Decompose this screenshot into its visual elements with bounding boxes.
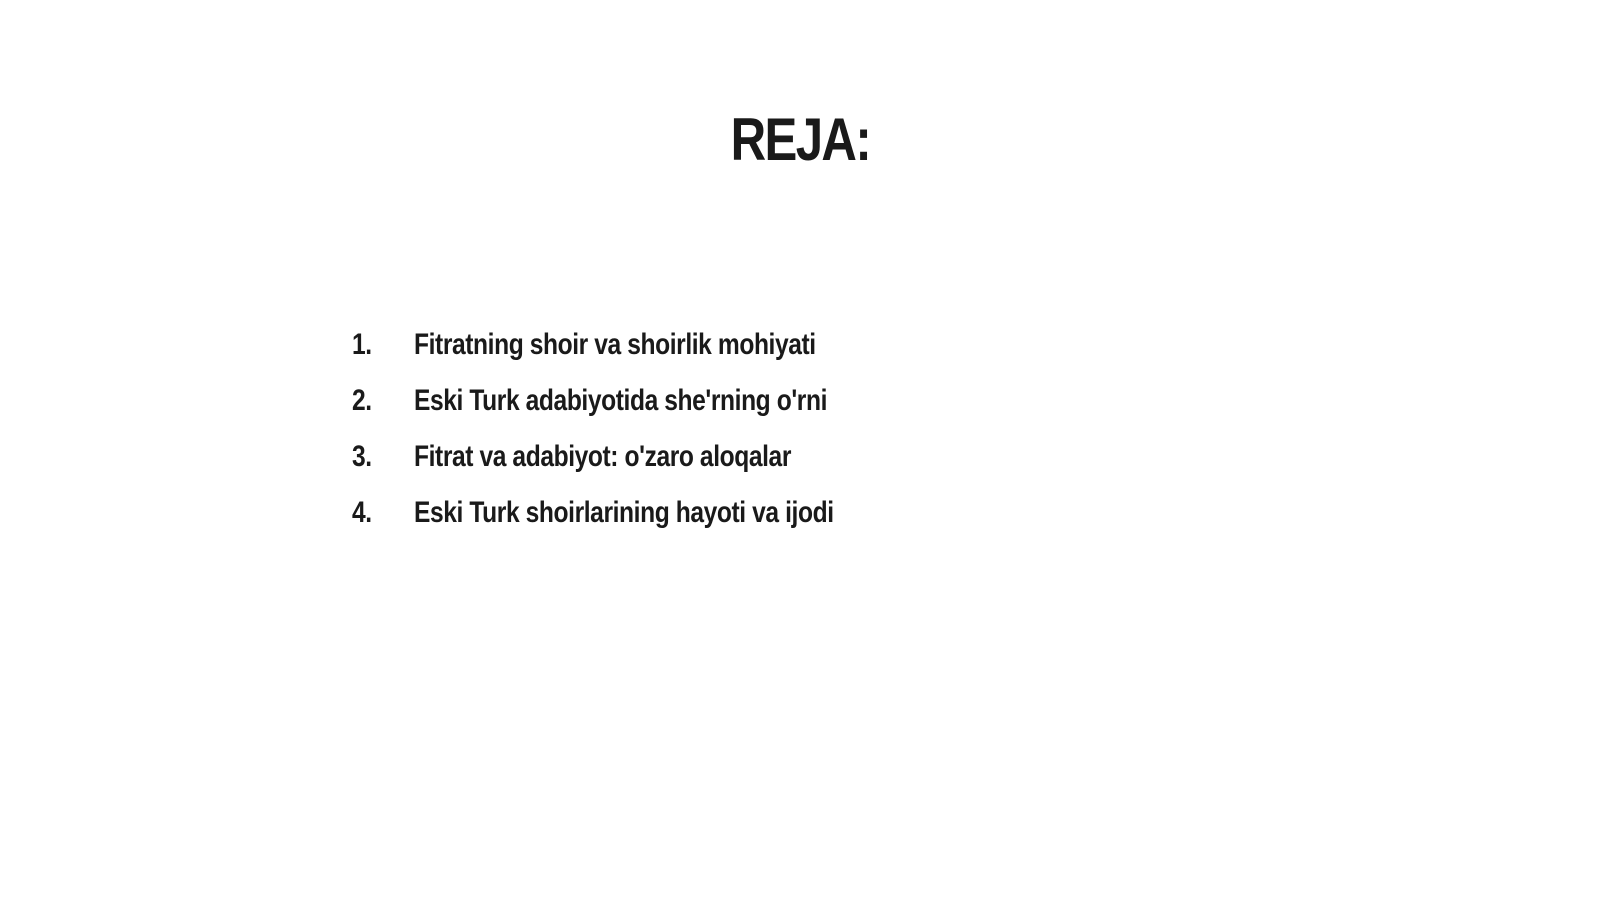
list-item-number: 1. <box>352 328 372 361</box>
list-item-text: Eski Turk adabiyotida she'rning o'rni <box>414 384 827 417</box>
list-item-text: Eski Turk shoirlarining hayoti va ijodi <box>414 496 834 529</box>
list-item-number: 3. <box>352 440 372 473</box>
list-item-number: 2. <box>352 384 372 417</box>
list-item-text: Fitratning shoir va shoirlik mohiyati <box>414 328 816 361</box>
list-item-text: Fitrat va adabiyot: o'zaro aloqalar <box>414 440 791 473</box>
list-item-number: 4. <box>352 496 372 529</box>
slide-title: REJA: <box>730 106 871 173</box>
